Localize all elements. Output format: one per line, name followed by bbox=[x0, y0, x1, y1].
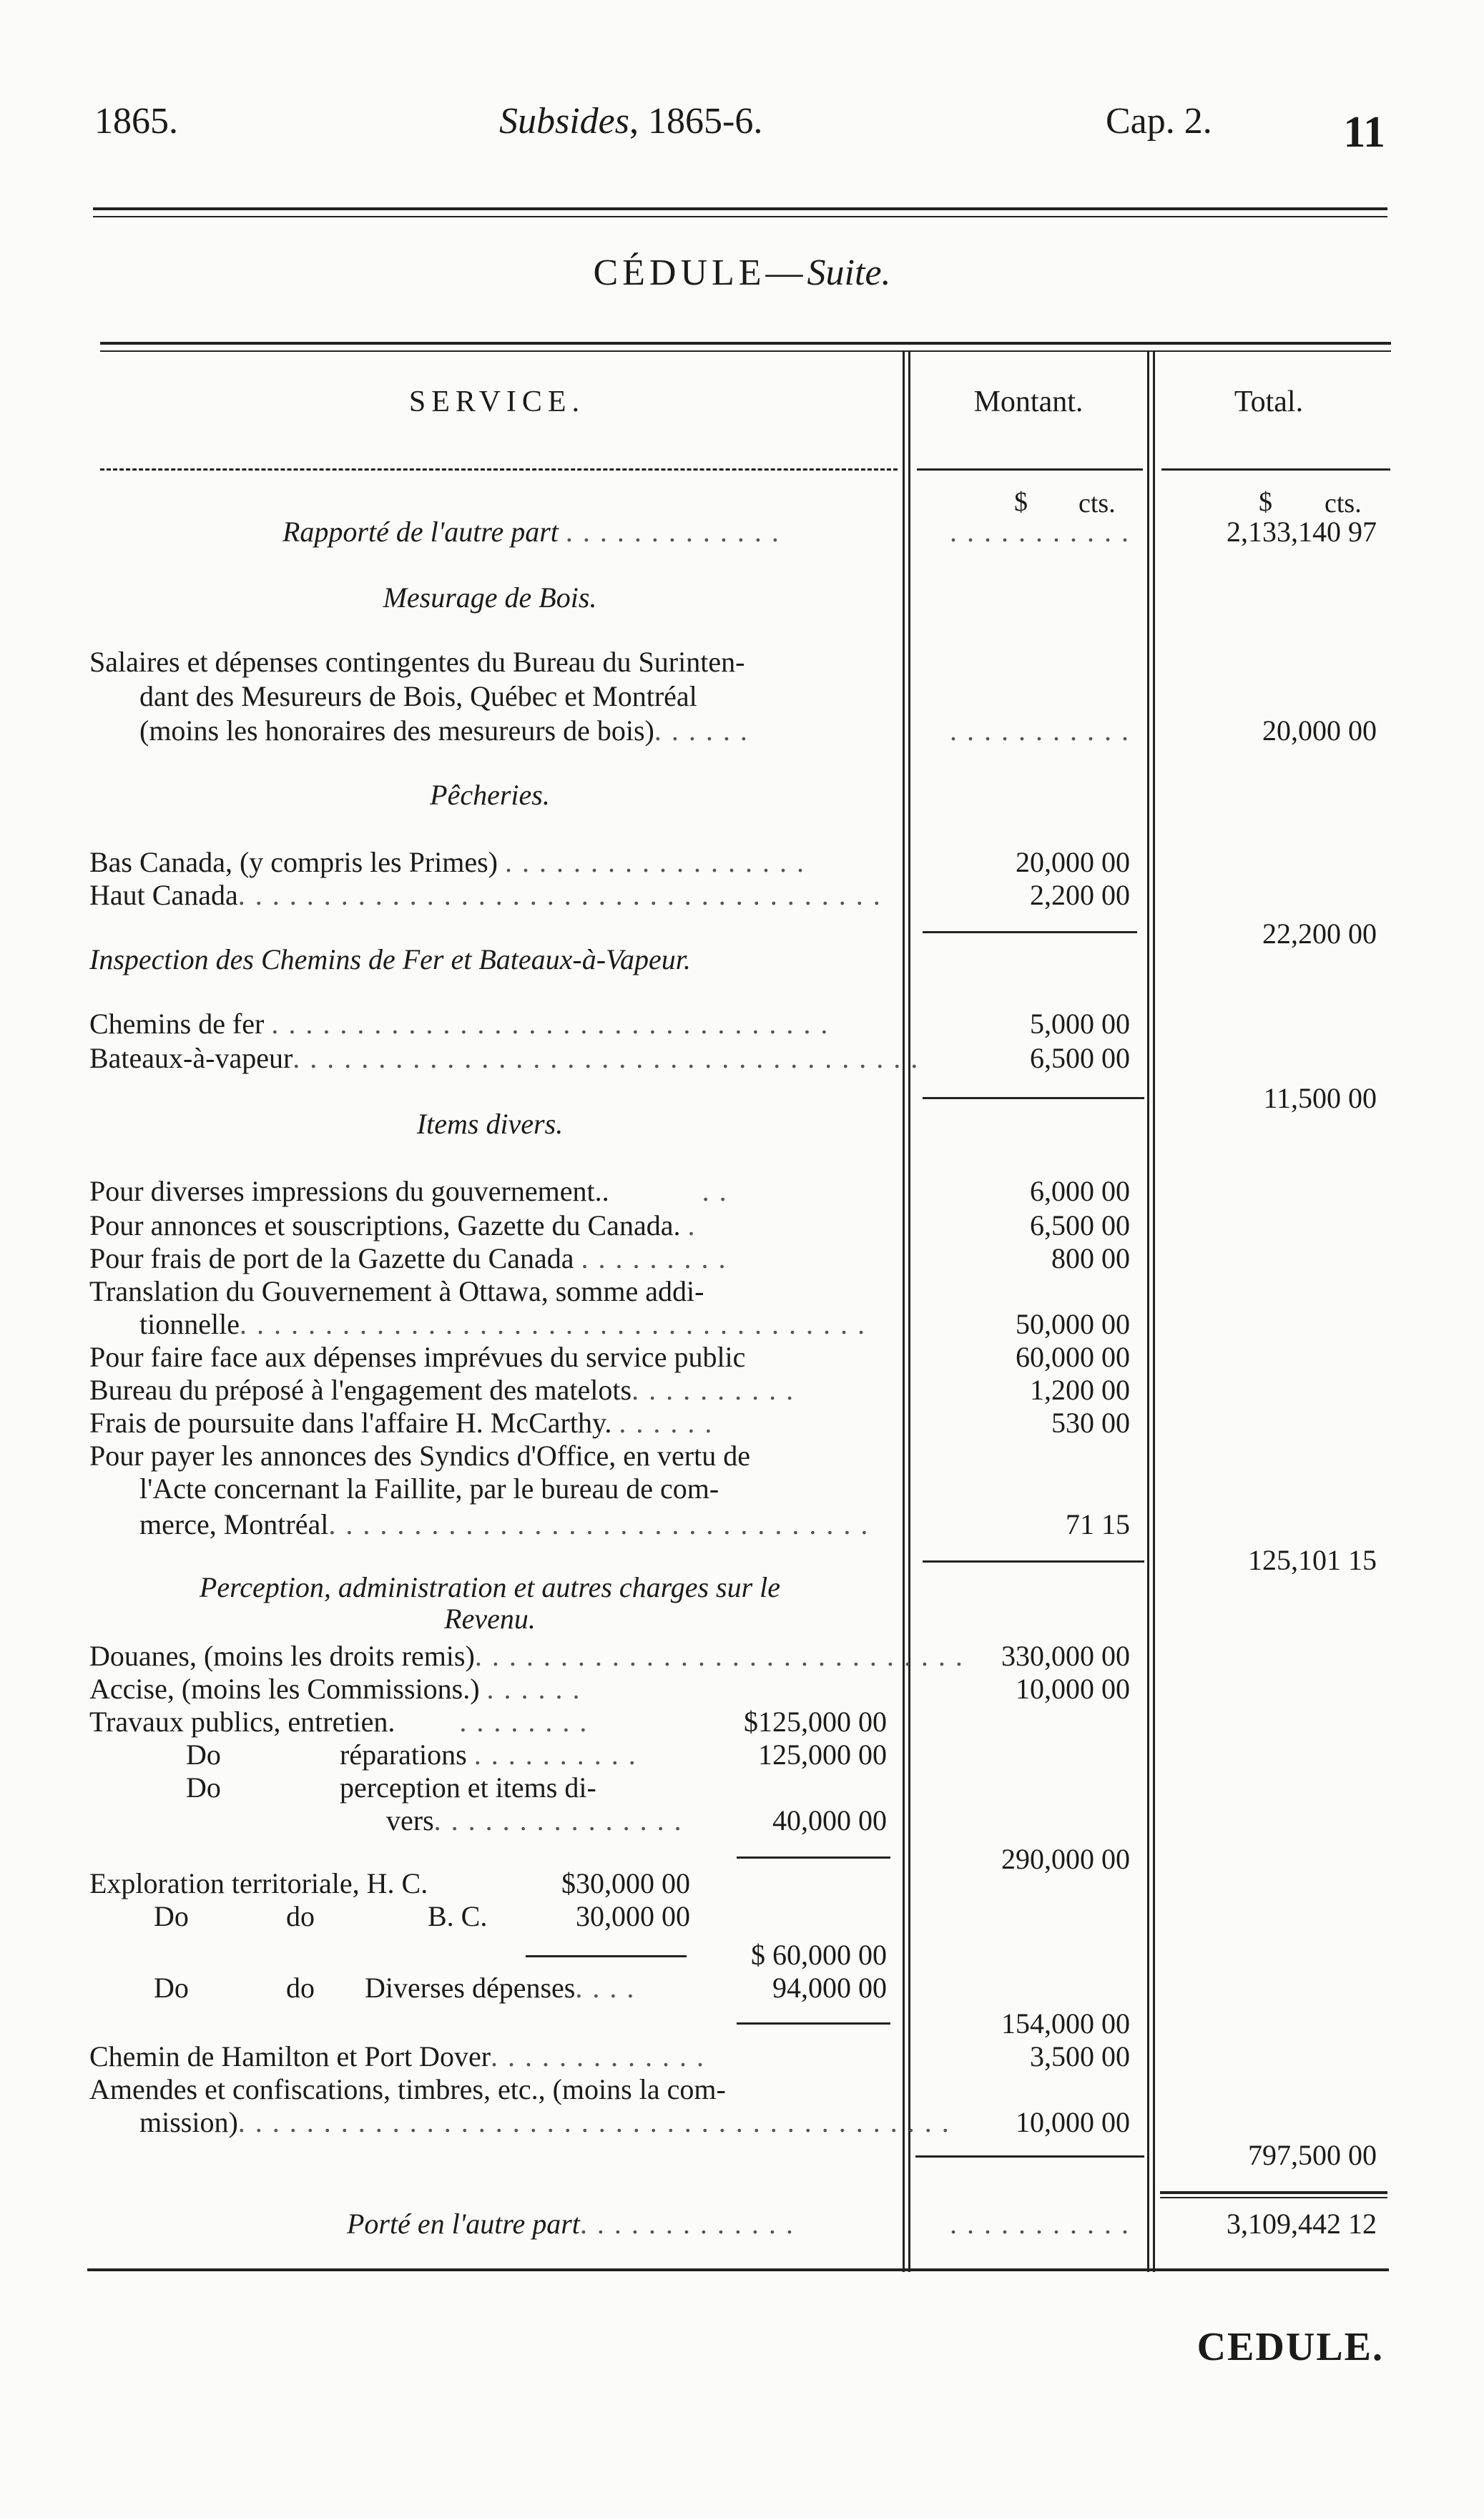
row-label: Frais de poursuite dans l'affaire H. McCarthy. bbox=[89, 1407, 612, 1439]
row-label: merce, Montréal bbox=[139, 1508, 329, 1540]
row-total: 20,000 00 bbox=[1262, 714, 1377, 747]
row-montant: 60,000 00 bbox=[1016, 1341, 1130, 1373]
row-montant: 50,000 00 bbox=[1016, 1308, 1130, 1340]
table-row: Frais de poursuite dans l'affaire H. McCarthy. . . . . . . 530 00 bbox=[89, 1407, 1130, 1439]
row-label: mission) bbox=[139, 2106, 238, 2138]
row-total: 797,500 00 bbox=[1248, 2139, 1377, 2171]
row-inner-amount: $30,000 00 bbox=[561, 1867, 690, 1899]
header-title-suffix: , 1865-6. bbox=[629, 101, 763, 142]
row-ditto: Do bbox=[154, 1972, 189, 2004]
table-row: mission). . . . . . . . . . . . . . . . . . . . . . . . . . . . . . . . . . . . . . . . . . 10,000 00 bbox=[139, 2106, 1130, 2138]
row-label: Douanes, (moins les droits remis) bbox=[89, 1640, 475, 1672]
row-label: Pour frais de port de la Gazette du Canada bbox=[89, 1242, 574, 1274]
table-row: (moins les honoraires des mesureurs de bois). . . . . . . . . . . . . . . . . 20,000 00 bbox=[139, 714, 1377, 747]
row-label: (moins les honoraires des mesureurs de bois) bbox=[139, 714, 654, 747]
row-label: tionnelle bbox=[139, 1308, 240, 1340]
row-label: Exploration territoriale, H. C. bbox=[89, 1867, 428, 1899]
unit-cents-total: cts. bbox=[1325, 488, 1362, 518]
row-montant: 800 00 bbox=[1051, 1242, 1130, 1274]
row-label: Pour annonces et souscriptions, Gazette du Canada. bbox=[89, 1209, 681, 1241]
row-label: Bas Canada, (y compris les Primes) bbox=[89, 846, 498, 878]
table-row: Bateaux-à-vapeur. . . . . . . . . . . . . . . . . . . . . . . . . . . . . . . . . . . . . 6,500 00 bbox=[89, 1042, 1130, 1074]
grand-total-rule bbox=[1160, 2191, 1387, 2194]
table-row bbox=[0, 1899, 1484, 1937]
row-montant: 290,000 00 bbox=[1001, 1843, 1130, 1875]
table-row: Bureau du préposé à l'engagement des matelots. . . . . . . . . . 1,200 00 bbox=[89, 1374, 1130, 1406]
table-row: Accise, (moins les Commissions.) . . . . . . 10,000 00 bbox=[89, 1673, 1130, 1705]
table-row: Haut Canada. . . . . . . . . . . . . . . . . . . . . . . . . . . . . . . . . . . . . . 2,200 00 bbox=[89, 879, 1130, 911]
unit-cents-montant: cts. bbox=[1078, 488, 1116, 518]
table-row bbox=[0, 1867, 1484, 1904]
row-montant: 3,500 00 bbox=[1030, 2040, 1130, 2072]
row-montant: 20,000 00 bbox=[1016, 846, 1130, 878]
column-header-montant: Montant. bbox=[973, 385, 1083, 418]
table-row: Pour diverses impressions du gouvernement.. . . 6,000 00 bbox=[89, 1175, 1130, 1207]
row-montant: 154,000 00 bbox=[1001, 2007, 1130, 2040]
row-ditto: Do bbox=[186, 1738, 221, 1771]
row-montant: 530 00 bbox=[1051, 1407, 1130, 1439]
row-ditto: Do bbox=[186, 1771, 221, 1804]
table-row: Porté en l'autre part. . . . . . . . . . . . . . . . . . . . . . . . 3,109,442 12 bbox=[347, 2208, 1377, 2240]
schedule-title bbox=[0, 252, 1484, 294]
header-chapter: Cap. 2. bbox=[1106, 101, 1212, 142]
grand-total-rule-2 bbox=[1160, 2197, 1387, 2198]
row-label: Rapporté de l'autre part bbox=[282, 516, 559, 548]
table-top-rule-2 bbox=[100, 350, 1391, 352]
table-row: Do do Diverses dépenses. . . . 94,000 00 bbox=[154, 1972, 887, 2004]
row-label: l'Acte concernant la Faillite, par le bureau de com- bbox=[139, 1472, 719, 1505]
row-label: Chemin de Hamilton et Port Dover bbox=[89, 2040, 491, 2072]
row-montant: 71 15 bbox=[1066, 1508, 1130, 1540]
row-total: 3,109,442 12 bbox=[1227, 2208, 1377, 2240]
row-ditto-2: do bbox=[286, 1972, 315, 2004]
row-total: 2,133,140 97 bbox=[1227, 516, 1377, 548]
page-number: 11 bbox=[1343, 108, 1385, 157]
row-inner-amount: 94,000 00 bbox=[772, 1972, 887, 2004]
header-title-main: Subsides bbox=[499, 101, 629, 142]
section-heading: Perception, administration et autres charges sur le bbox=[199, 1571, 781, 1603]
row-montant: 5,000 00 bbox=[1030, 1008, 1130, 1040]
header-under-rule-montant bbox=[917, 468, 1143, 471]
table-row: Pour frais de port de la Gazette du Canada . . . . . . . . . 800 00 bbox=[89, 1242, 1130, 1274]
table-row: Chemins de fer . . . . . . . . . . . . . . . . . . . . . . . . . . . . . . . . . 5,000 00 bbox=[89, 1008, 1130, 1040]
row-montant: 330,000 00 bbox=[1001, 1640, 1130, 1672]
row-inner-amount: 125,000 00 bbox=[758, 1738, 887, 1771]
row-label: Pour payer les annonces des Syndics d'Office, en vertu de bbox=[89, 1440, 750, 1472]
row-label: Pour faire face aux dépenses imprévues du service public bbox=[89, 1341, 746, 1373]
table-row: merce, Montréal. . . . . . . . . . . . . . . . . . . . . . . . . . . . . . . . 71 15 bbox=[139, 1508, 1130, 1540]
table-row: Do réparations . . . . . . . . . . 125,000 00 bbox=[186, 1738, 887, 1771]
row-montant: 10,000 00 bbox=[1016, 1673, 1130, 1705]
row-montant: 10,000 00 bbox=[1016, 2106, 1130, 2138]
row-montant: 1,200 00 bbox=[1030, 1374, 1130, 1406]
unit-dollar-total: $ bbox=[1259, 487, 1272, 517]
row-total: 22,200 00 bbox=[1262, 918, 1377, 950]
section-heading: Mesurage de Bois. bbox=[383, 581, 597, 614]
row-inner-amount: $ 60,000 00 bbox=[751, 1939, 887, 1971]
row-montant: 6,000 00 bbox=[1030, 1175, 1130, 1207]
row-label: Accise, (moins les Commissions.) bbox=[89, 1673, 480, 1705]
schedule-title-suffix: Suite. bbox=[807, 252, 891, 293]
row-label: Translation du Gouvernement à Ottawa, somme addi- bbox=[89, 1275, 704, 1307]
row-label: perception et items di- bbox=[340, 1771, 596, 1804]
table-row: Douanes, (moins les droits remis). . . . . . . . . . . . . . . . . . . . . . . . . . . . . 330,000 00 bbox=[89, 1640, 1130, 1672]
row-label: Bateaux-à-vapeur bbox=[89, 1042, 293, 1074]
row-montant: 6,500 00 bbox=[1030, 1209, 1130, 1241]
table-row bbox=[0, 1340, 1484, 1377]
row-label: Bureau du préposé à l'engagement des matelots bbox=[89, 1374, 632, 1406]
header-under-rule-total bbox=[1161, 468, 1390, 471]
row-label: Haut Canada bbox=[89, 879, 238, 911]
header-under-rule-service bbox=[100, 468, 898, 471]
row-montant: 2,200 00 bbox=[1030, 879, 1130, 911]
header-title bbox=[499, 100, 762, 142]
header-rule-2 bbox=[93, 216, 1387, 217]
table-row: tionnelle. . . . . . . . . . . . . . . . . . . . . . . . . . . . . . . . . . . . . 50,000 00 bbox=[139, 1308, 1130, 1340]
table-row bbox=[0, 1938, 1484, 1975]
row-label: Pour diverses impressions du gouvernement.. bbox=[89, 1175, 609, 1207]
table-row: Travaux publics, entretien. . . . . . . . . $125,000 00 bbox=[89, 1706, 887, 1738]
column-header-total: Total. bbox=[1234, 385, 1304, 418]
row-label: B. C. bbox=[428, 1900, 488, 1932]
unit-dollar-montant: $ bbox=[1014, 487, 1028, 517]
row-total: 11,500 00 bbox=[1263, 1082, 1377, 1114]
row-label: vers bbox=[386, 1804, 434, 1836]
table-row: Chemin de Hamilton et Port Dover. . . . . . . . . . . . . 3,500 00 bbox=[89, 2040, 1130, 2072]
section-heading: Pêcheries. bbox=[430, 779, 550, 811]
row-montant: 6,500 00 bbox=[1030, 1042, 1130, 1074]
row-label: dant des Mesureurs de Bois, Québec et Montréal bbox=[139, 680, 697, 712]
table-top-rule bbox=[100, 342, 1391, 345]
row-inner-amount: 40,000 00 bbox=[772, 1804, 887, 1836]
header-year: 1865. bbox=[94, 101, 178, 142]
schedule-title-main: CÉDULE— bbox=[593, 252, 807, 293]
table-row: Pour annonces et souscriptions, Gazette du Canada. . 6,500 00 bbox=[89, 1209, 1130, 1241]
header-rule bbox=[93, 207, 1387, 210]
section-heading: Items divers. bbox=[416, 1108, 564, 1140]
table-bottom-rule bbox=[87, 2268, 1389, 2271]
row-label: Amendes et confiscations, timbres, etc., (moins la com- bbox=[89, 2073, 726, 2105]
row-total: 125,101 15 bbox=[1248, 1544, 1377, 1576]
row-label: Salaires et dépenses contingentes du Bureau du Surinten- bbox=[89, 646, 745, 678]
row-inner-amount: 30,000 00 bbox=[576, 1900, 690, 1932]
row-label: Diverses dépenses bbox=[365, 1972, 576, 2004]
row-ditto-2: do bbox=[286, 1900, 315, 1932]
section-heading: Inspection des Chemins de Fer et Bateaux-à-Vapeur. bbox=[89, 943, 691, 975]
table-row: Rapporté de l'autre part . . . . . . . . . . . . . . . . . . . . . . . . 2,133,140 97 bbox=[282, 516, 1377, 548]
table-row: Bas Canada, (y compris les Primes) . . . . . . . . . . . . . . . . . . 20,000 00 bbox=[89, 846, 1130, 878]
table-row: vers. . . . . . . . . . . . . . . 40,000 00 bbox=[386, 1804, 887, 1836]
catchword: CEDULE. bbox=[1196, 2325, 1384, 2369]
table-row bbox=[0, 1771, 1484, 1808]
column-header-service: SERVICE. bbox=[408, 385, 586, 418]
row-ditto: Do bbox=[154, 1900, 189, 1932]
row-label: Porté en l'autre part bbox=[347, 2208, 580, 2240]
row-label: réparations bbox=[340, 1738, 467, 1771]
row-inner-amount: $125,000 00 bbox=[744, 1706, 887, 1738]
row-label: Travaux publics, entretien. bbox=[89, 1706, 395, 1738]
section-heading: Revenu. bbox=[444, 1603, 536, 1635]
row-label: Chemins de fer bbox=[89, 1008, 265, 1040]
